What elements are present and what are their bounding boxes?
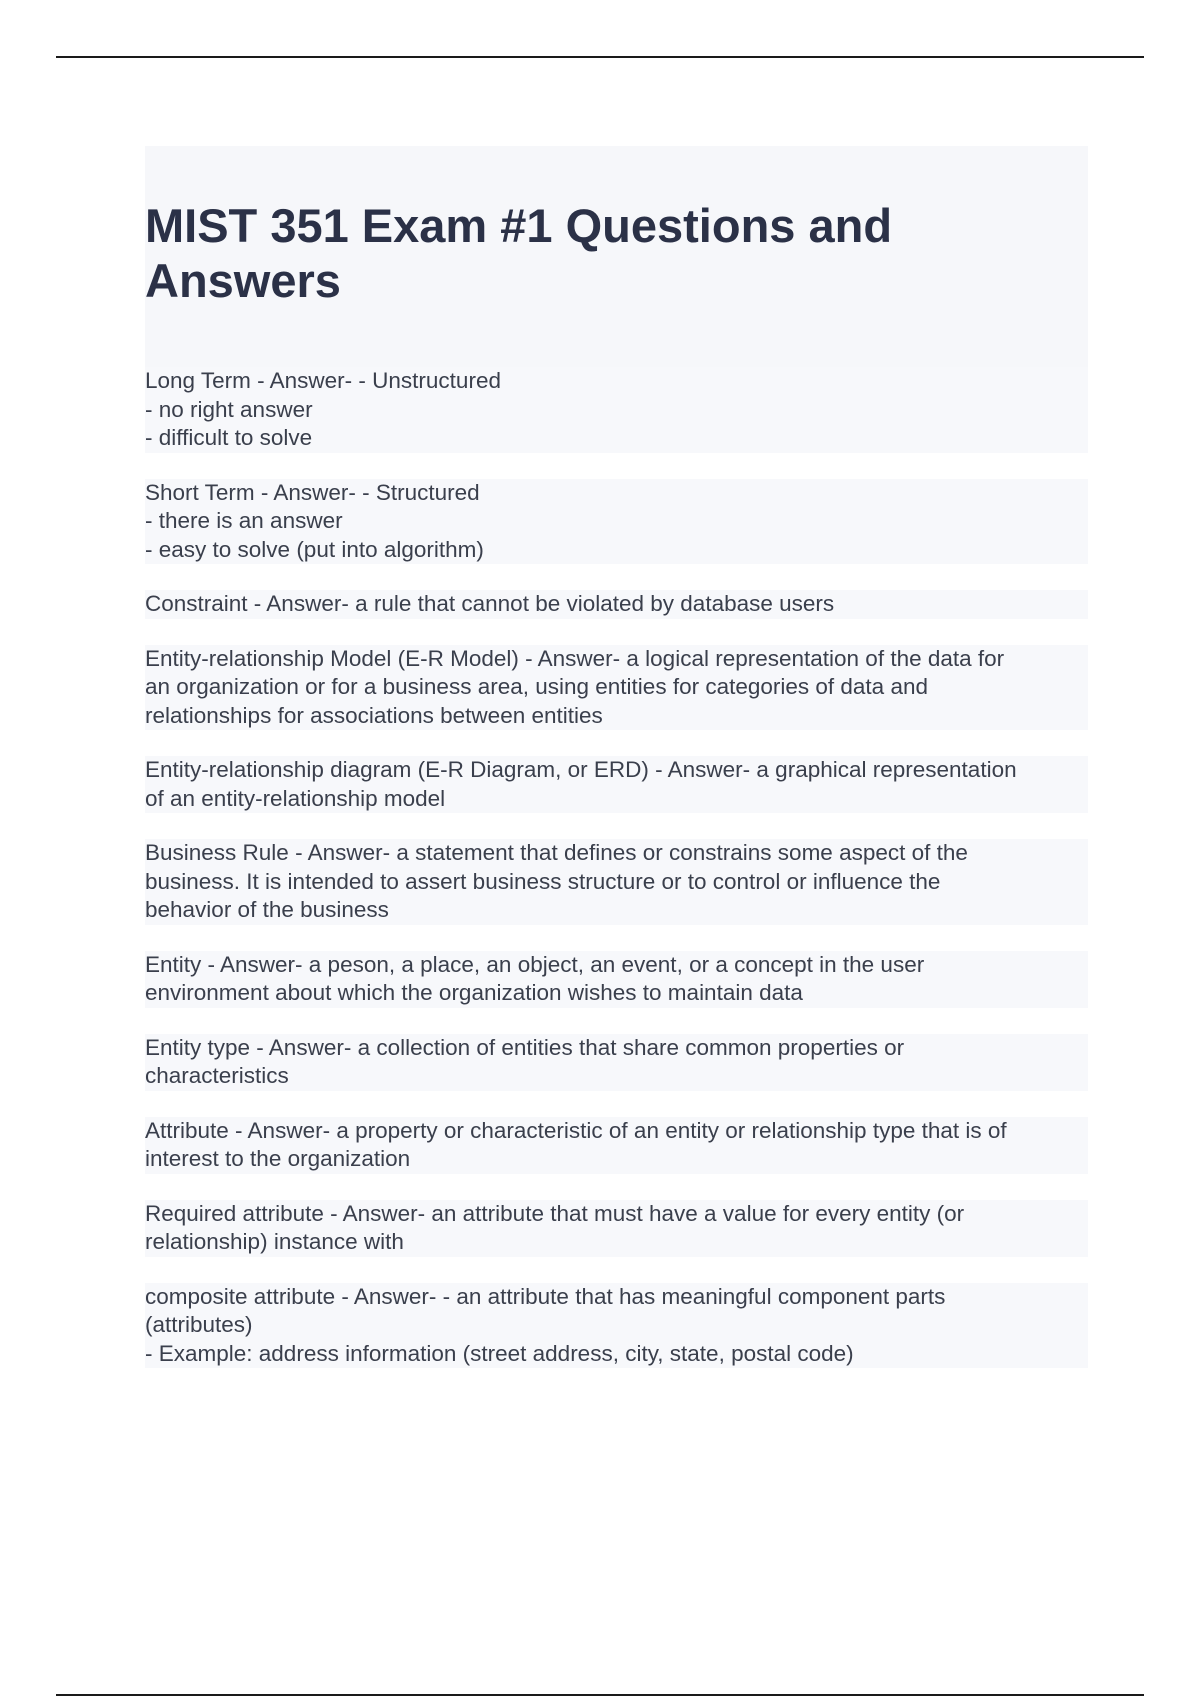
qa-line: relationships for associations between entities: [145, 702, 603, 728]
qa-line: Constraint - Answer- a rule that cannot be violated by database users: [145, 591, 835, 616]
qa-item-er-model: [145, 645, 1088, 731]
qa-line: (attributes): [145, 1312, 253, 1337]
qa-line: - there is an answer: [145, 508, 343, 533]
qa-line: Business Rule - Answer- a statement that defines or constrains some aspect of the: [145, 840, 968, 865]
qa-line: relationship) instance with: [145, 1229, 404, 1254]
qa-item-long-term: [145, 367, 1088, 453]
qa-line: - Example: address information (street address, city, state, postal code): [145, 1340, 854, 1366]
qa-line: environment about which the organization wishes to maintain data: [145, 980, 803, 1005]
qa-line: composite attribute - Answer- - an attribute that has meaningful component parts: [145, 1283, 946, 1309]
qa-item-required-attribute: [145, 1200, 1088, 1257]
qa-line: of an entity-relationship model: [145, 785, 446, 811]
bottom-rule: [56, 1694, 1144, 1696]
qa-item-entity: [145, 951, 1088, 1008]
qa-item-entity-type: [145, 1034, 1088, 1091]
qa-item-business-rule: [145, 839, 1088, 925]
document-title: MIST 351 Exam #1 Questions and Answers: [145, 199, 893, 307]
qa-item-constraint: [145, 590, 1088, 619]
qa-line: - easy to solve (put into algorithm): [145, 536, 484, 562]
qa-line: an organization or for a business area, using entities for categories of data and: [145, 674, 928, 699]
qa-item-composite-attribute: [145, 1283, 1088, 1369]
qa-line: - difficult to solve: [145, 425, 313, 450]
top-rule: [56, 56, 1144, 58]
qa-item-attribute: [145, 1117, 1088, 1174]
title-block: [145, 146, 1088, 368]
qa-line: Entity-relationship Model (E-R Model) - Answer- a logical representation of the data for: [145, 645, 1005, 671]
qa-list: [145, 367, 1088, 1394]
qa-line: Entity type - Answer- a collection of entities that share common properties or: [145, 1034, 905, 1060]
qa-line: Attribute - Answer- a property or characteristic of an entity or relationship type that is of: [145, 1117, 1007, 1143]
qa-line: characteristics: [145, 1063, 289, 1088]
qa-item-er-diagram: [145, 756, 1088, 813]
qa-line: Short Term - Answer- - Structured: [145, 479, 480, 505]
qa-line: Entity - Answer- a peson, a place, an object, an event, or a concept in the user: [145, 951, 925, 977]
qa-line: behavior of the business: [145, 897, 389, 922]
qa-item-short-term: [145, 479, 1088, 565]
qa-line: - no right answer: [145, 396, 313, 422]
qa-line: Required attribute - Answer- an attribute that must have a value for every entity (or: [145, 1200, 965, 1226]
qa-line: interest to the organization: [145, 1146, 411, 1171]
qa-line: business. It is intended to assert business structure or to control or influence the: [145, 868, 941, 894]
qa-line: Entity-relationship diagram (E-R Diagram, or ERD) - Answer- a graphical representation: [145, 757, 1017, 782]
qa-line: Long Term - Answer- - Unstructured: [145, 368, 501, 393]
